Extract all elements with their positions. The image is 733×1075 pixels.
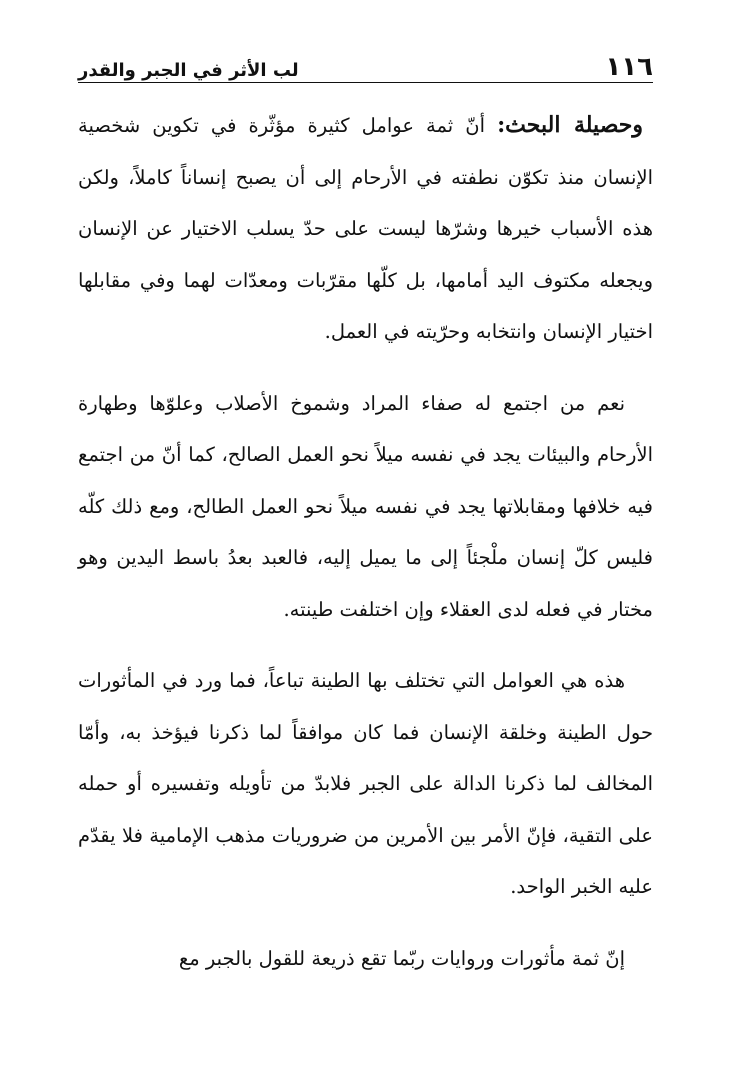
- lead-term: وحصيلة البحث:: [497, 112, 643, 138]
- page-number: ١١٦: [605, 52, 653, 82]
- running-title: لب الأثر في الجبر والقدر: [78, 60, 299, 81]
- body-text: [78, 100, 653, 1004]
- header-divider: [78, 82, 653, 83]
- page-header: [78, 36, 653, 80]
- paragraph-1-text: أنّ ثمة عوامل كثيرة مؤثّرة في تكوين شخصية الإنسان منذ تكوّن نطفته في الأرحام إلى أن يصبح إنساناً كاملاً، ولكن هذه الأسباب خيرها وشرّها ليست على حدّ يسلب الاختيار عن الإنسان ويجعله مكتوف اليد أمامها، بل كلّها مقرّبات ومعدّات لهما وفي مقابلها اختيار الإنسان وانتخابه وحرّيته في العمل.: [78, 114, 653, 343]
- paragraph-2: نعم من اجتمع له صفاء المراد وشموخ الأصلاب وعلوّها وطهارة الأرحام والبيئات يجد في نفسه ميلاً نحو العمل الصالح، كما أنّ من اجتمع فيه خلافها ومقابلاتها يجد في نفسه ميلاً نحو العمل الطالح، ومع ذلك كلّه فليس كلّ إنسان ملْجئاً إلى ما يميل إليه، فالعبد بعدُ باسط اليدين وهو مختار في فعله لدى العقلاء وإن اختلفت طينته.: [78, 391, 653, 621]
- paragraph-1: [78, 100, 653, 358]
- paragraph-4: إنّ ثمة مأثورات وروايات ربّما تقع ذريعة للقول بالجبر مع: [178, 946, 625, 970]
- paragraph-3: هذه هي العوامل التي تختلف بها الطينة تباعاً، فما ورد في المأثورات حول الطينة وخلقة الإنسان فما كان موافقاً لما ذكرنا فيؤخذ به، وأمّا المخالف لما ذكرنا الدالة على الجبر فلابدّ من تأويله وتفسيره أو حمله على التقية، فإنّ الأمر بين الأمرين من ضروريات مذهب الإمامية فلا يقدّم عليه الخبر الواحد.: [78, 669, 653, 898]
